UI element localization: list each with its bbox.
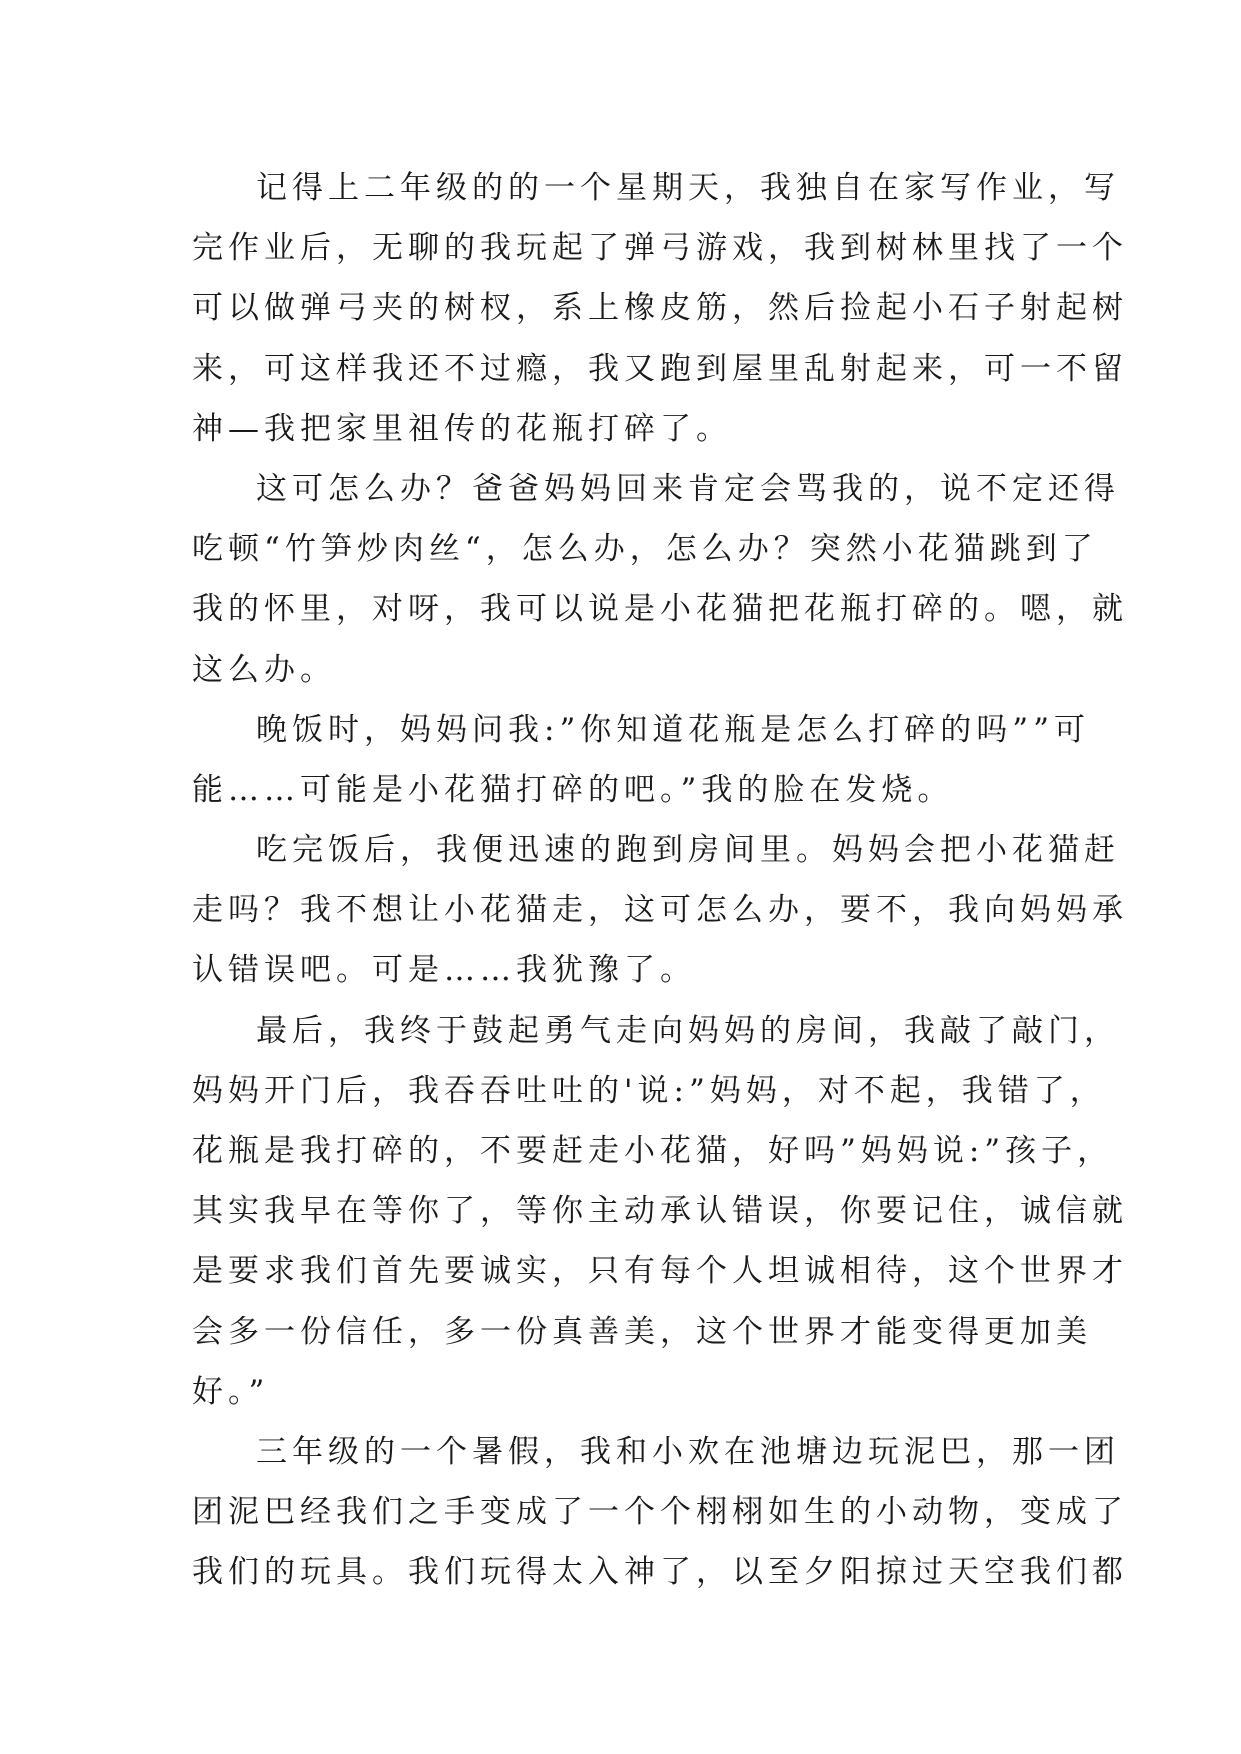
text-line: 能……可能是小花猫打碎的吧。”我的脸在发烧。 [192, 771, 954, 808]
paragraph-2 [192, 459, 1128, 700]
paragraph-5 [192, 1001, 1128, 1422]
text-line: 我们的玩具。我们玩得太入神了，以至夕阳掠过天空我们都 [192, 1554, 1128, 1591]
text-line: 最后，我终于鼓起勇气走向妈妈的房间，我敲了敲门， [256, 1012, 1120, 1049]
text-line: 是要求我们首先要诚实，只有每个人坦诚相待，这个世界才 [192, 1253, 1128, 1290]
text-line: 可以做弹弓夹的树杈，系上橡皮筋，然后捡起小石子射起树 [192, 290, 1128, 327]
text-line: 神—我把家里祖传的花瓶打碎了。 [192, 410, 732, 447]
text-line: 晚饭时，妈妈问我:”你知道花瓶是怎么打碎的吗””可 [256, 711, 1090, 748]
text-line: 花瓶是我打碎的，不要赶走小花猫，好吗”妈妈说:”孩子， [192, 1133, 1114, 1169]
text-line: 团泥巴经我们之手变成了一个个栩栩如生的小动物，变成了 [192, 1494, 1128, 1531]
text-line: 走吗？我不想让小花猫走，这可怎么办，要不，我向妈妈承 [192, 892, 1128, 929]
text-line: 三年级的一个暑假，我和小欢在池塘边玩泥巴，那一团 [256, 1433, 1120, 1470]
text-line: 我的怀里，对呀，我可以说是小花猫把花瓶打碎的。嗯，就 [192, 591, 1128, 628]
text-line: 来，可这样我还不过瘾，我又跑到屋里乱射起来，可一不留 [192, 350, 1128, 387]
text-line: 这么办。 [192, 651, 336, 688]
essay-body [192, 158, 1128, 1603]
paragraph-4 [192, 820, 1128, 1001]
text-line: 吃顿“竹笋炒肉丝“，怎么办，怎么办？突然小花猫跳到了 [192, 531, 1098, 568]
paragraph-1 [192, 158, 1128, 459]
text-line: 妈妈开门后，我吞吞吐吐的'说:”妈妈，对不起，我错了， [192, 1072, 1106, 1109]
paragraph-6 [192, 1422, 1128, 1603]
text-line: 这可怎么办？爸爸妈妈回来肯定会骂我的，说不定还得 [256, 470, 1120, 507]
text-line: 完作业后，无聊的我玩起了弹弓游戏，我到树林里找了一个 [192, 230, 1128, 267]
text-line: 认错误吧。可是……我犹豫了。 [192, 952, 696, 989]
text-line: 吃完饭后，我便迅速的跑到房间里。妈妈会把小花猫赶 [256, 832, 1120, 869]
text-line: 会多一份信任，多一份真善美，这个世界才能变得更加美 [192, 1313, 1092, 1350]
text-line: 其实我早在等你了，等你主动承认错误，你要记住，诚信就 [192, 1193, 1128, 1230]
paragraph-3 [192, 700, 1090, 820]
text-line: 好。” [192, 1373, 270, 1410]
text-line: 记得上二年级的的一个星期天，我独自在家写作业，写 [256, 170, 1120, 206]
